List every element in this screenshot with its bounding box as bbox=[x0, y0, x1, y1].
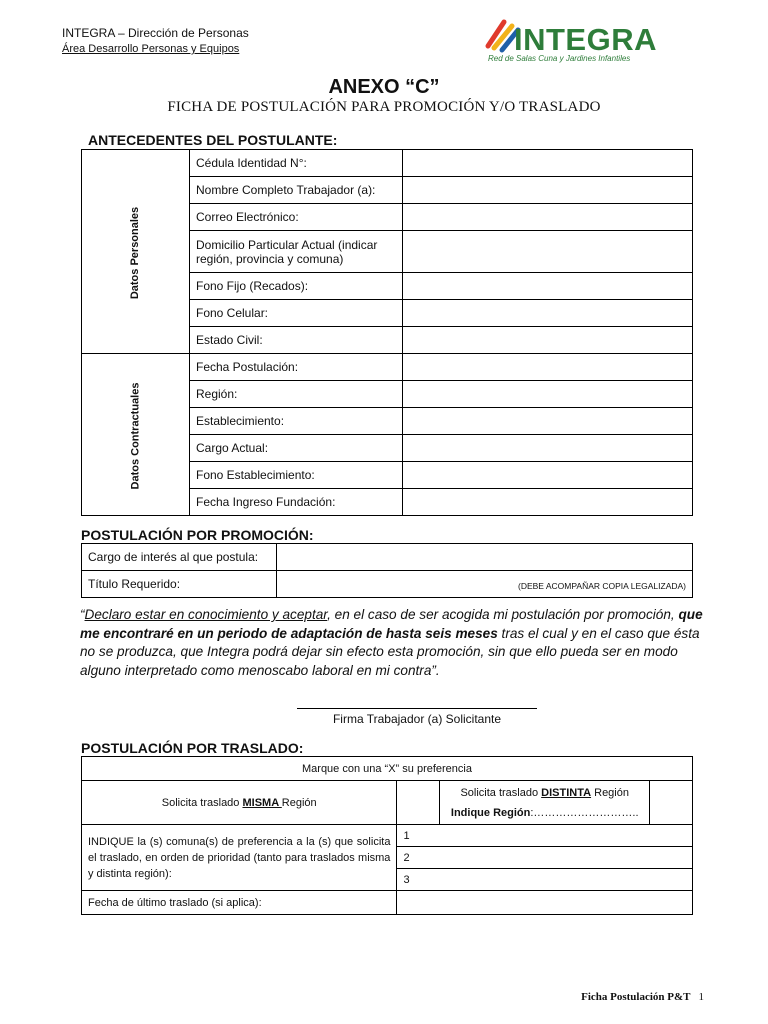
antecedentes-heading: ANTECEDENTES DEL POSTULANTE: bbox=[88, 132, 338, 148]
table-row bbox=[82, 544, 693, 571]
priority-2-field[interactable] bbox=[397, 847, 693, 869]
field-input[interactable] bbox=[402, 381, 692, 408]
field-input[interactable] bbox=[402, 231, 692, 273]
integra-logo bbox=[484, 12, 664, 70]
field-label: Establecimiento: bbox=[189, 408, 402, 435]
indique-region-dots[interactable]: :……………………….. bbox=[530, 806, 639, 819]
distinta-pre: Solicita traslado bbox=[460, 786, 542, 799]
field-label: Región: bbox=[189, 381, 402, 408]
field-input[interactable] bbox=[402, 489, 692, 516]
table-row bbox=[82, 354, 693, 381]
distinta-region-checkbox[interactable] bbox=[650, 781, 693, 825]
signature-label: Firma Trabajador (a) Solicitante bbox=[332, 712, 502, 726]
table-row bbox=[82, 781, 693, 825]
declaration-part1: Declaro estar en conocimiento y aceptar bbox=[84, 607, 328, 622]
declaration-paragraph bbox=[80, 606, 705, 681]
misma-bold: MISMA bbox=[242, 796, 282, 809]
priority-number: 1 bbox=[403, 829, 410, 842]
misma-region-checkbox[interactable] bbox=[397, 781, 440, 825]
traslado-instruction: Marque con una “X” su preferencia bbox=[82, 757, 693, 781]
table-row bbox=[82, 825, 693, 847]
field-label: Fono Establecimiento: bbox=[189, 462, 402, 489]
table-row bbox=[82, 891, 693, 915]
titulo-label: Título Requerido: bbox=[82, 571, 277, 598]
traslado-heading: POSTULACIÓN POR TRASLADO: bbox=[81, 740, 304, 756]
field-label: Fono Fijo (Recados): bbox=[189, 273, 402, 300]
field-label: Nombre Completo Trabajador (a): bbox=[189, 177, 402, 204]
cargo-label: Cargo de interés al que postula: bbox=[82, 544, 277, 571]
group-datos-personales-label: Datos Personales bbox=[129, 206, 142, 299]
ultimo-traslado-field[interactable] bbox=[397, 891, 693, 915]
field-input[interactable] bbox=[402, 435, 692, 462]
field-label: Cargo Actual: bbox=[189, 435, 402, 462]
promocion-heading: POSTULACIÓN POR PROMOCIÓN: bbox=[81, 527, 314, 543]
field-input[interactable] bbox=[402, 204, 692, 231]
field-input[interactable] bbox=[402, 327, 692, 354]
field-input[interactable] bbox=[402, 354, 692, 381]
table-row bbox=[82, 150, 693, 177]
misma-post: Región bbox=[281, 796, 317, 809]
declaration-open-quote: “ bbox=[80, 607, 85, 622]
cargo-field[interactable] bbox=[277, 544, 693, 571]
distinta-bold: DISTINTA bbox=[541, 786, 592, 799]
field-label: Fono Celular: bbox=[189, 300, 402, 327]
field-input[interactable] bbox=[402, 273, 692, 300]
priority-3-field[interactable] bbox=[397, 869, 693, 891]
distinta-region-label bbox=[440, 781, 650, 825]
field-input[interactable] bbox=[402, 150, 692, 177]
field-input[interactable] bbox=[402, 300, 692, 327]
priority-number: 2 bbox=[403, 851, 410, 864]
signature-line[interactable] bbox=[297, 708, 537, 709]
org-area: Área Desarrollo Personas y Equipos bbox=[62, 43, 240, 55]
footer-label: Ficha Postulación P&T bbox=[581, 991, 691, 1003]
titulo-note: (DEBE ACOMPAÑAR COPIA LEGALIZADA) bbox=[518, 581, 686, 591]
group-datos-contractuales bbox=[82, 354, 190, 516]
document-subtitle: FICHA DE POSTULACIÓN PARA PROMOCIÓN Y/O TRASLADO bbox=[167, 99, 601, 115]
antecedentes-table bbox=[81, 149, 693, 516]
table-row bbox=[82, 757, 693, 781]
priority-1-field[interactable] bbox=[397, 825, 693, 847]
field-label: Fecha Ingreso Fundación: bbox=[189, 489, 402, 516]
logo-tagline: Red de Salas Cuna y Jardines Infantiles bbox=[488, 54, 631, 63]
field-label: Estado Civil: bbox=[189, 327, 402, 354]
traslado-table bbox=[81, 756, 693, 915]
declaration-close: ”. bbox=[431, 663, 440, 679]
table-row bbox=[82, 571, 693, 598]
ultimo-traslado-label: Fecha de último traslado (si aplica): bbox=[82, 891, 397, 915]
misma-pre: Solicita traslado bbox=[161, 796, 243, 809]
logo-wordmark: INTEGRA bbox=[514, 22, 657, 57]
promocion-table bbox=[81, 543, 693, 598]
page-footer bbox=[0, 991, 704, 1003]
field-label: Cédula Identidad N°: bbox=[189, 150, 402, 177]
document-title: ANEXO “C” bbox=[328, 76, 440, 98]
declaration-part2: , en el caso de ser acogida mi postulación por promoción, bbox=[327, 607, 679, 622]
declaration-part4: tras el cual y en el caso que ésta no se produzca, que Integra podrá dejar sin efecto esta promoción, sin que ello pueda ser en modo alguno interpretado como menoscabo laboral en mi contra bbox=[80, 625, 700, 679]
field-label: Correo Electrónico: bbox=[189, 204, 402, 231]
declaration-part3: que me encontraré en un periodo de adaptación de hasta seis meses bbox=[80, 607, 703, 641]
misma-region-label bbox=[82, 781, 397, 825]
page-number: 1 bbox=[698, 991, 704, 1003]
titulo-field[interactable] bbox=[277, 571, 693, 598]
field-label: Fecha Postulación: bbox=[189, 354, 402, 381]
group-datos-contractuales-label: Datos Contractuales bbox=[129, 382, 142, 489]
field-label: Domicilio Particular Actual (indicar región, provincia y comuna) bbox=[189, 231, 402, 273]
field-input[interactable] bbox=[402, 408, 692, 435]
group-datos-personales bbox=[82, 150, 190, 354]
field-input[interactable] bbox=[402, 462, 692, 489]
field-input[interactable] bbox=[402, 177, 692, 204]
indique-region-label: Indique Región bbox=[450, 806, 531, 819]
priority-number: 3 bbox=[403, 873, 410, 886]
distinta-post: Región bbox=[591, 786, 629, 799]
org-name: INTEGRA – Dirección de Personas bbox=[62, 26, 249, 40]
comunas-label: INDIQUE la (s) comuna(s) de preferencia a la (s) que solicita el traslado, en orden de prioridad (tanto para traslados misma y distinta región): bbox=[82, 825, 397, 891]
